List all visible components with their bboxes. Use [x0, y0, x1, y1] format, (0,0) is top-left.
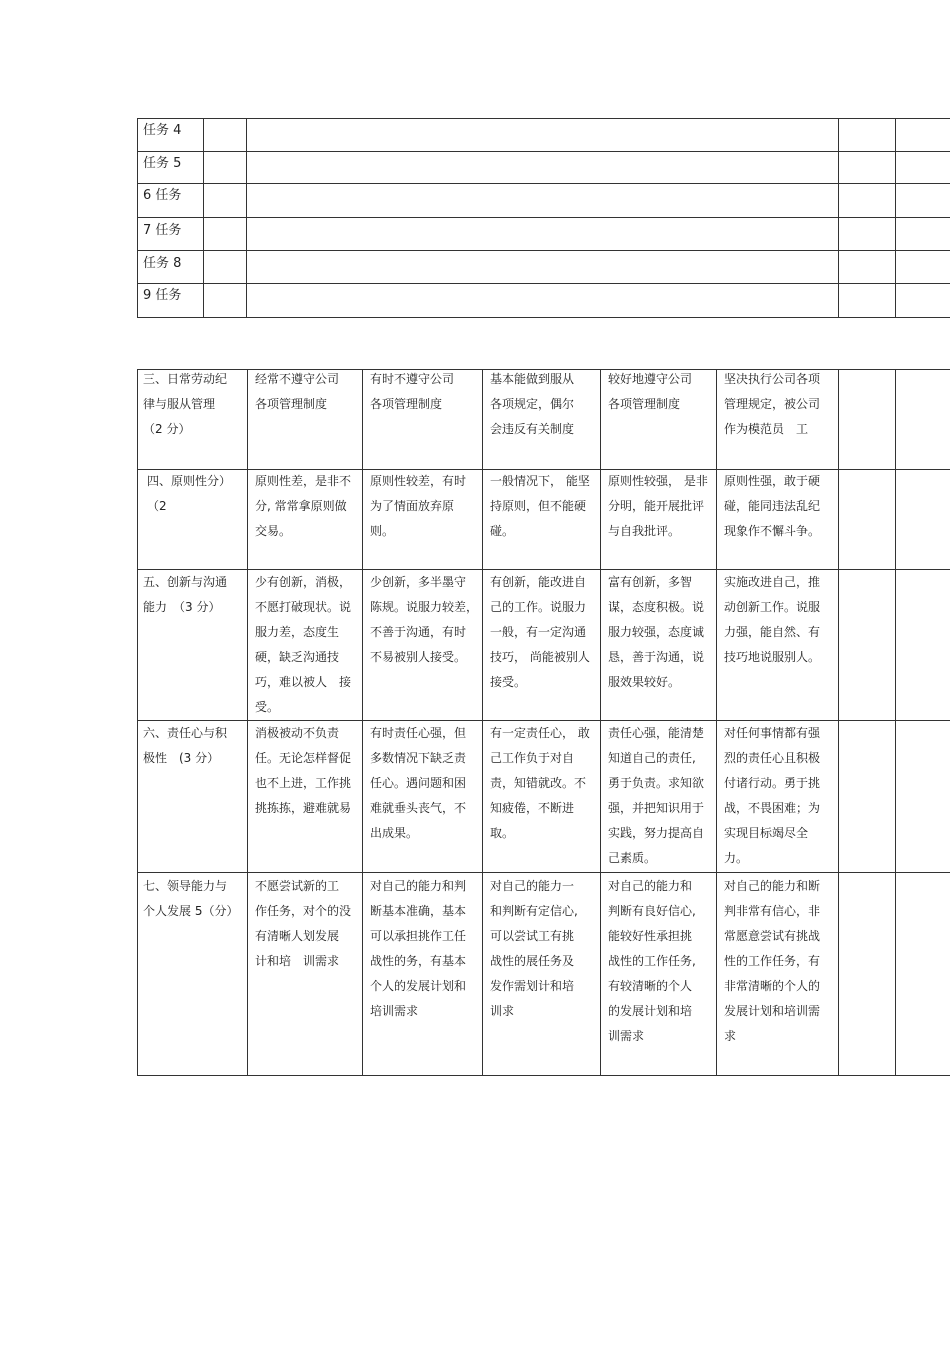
criteria-level-2: 对自己的能力和判 断基本准确，基本 可以承担挑作工任 战性的务，有基本 个人的发展计划和 培训需求	[370, 879, 467, 1018]
criteria-level-4: 原则性较强， 是非 分明，能开展批评 与自我批评。	[608, 474, 708, 538]
criteria-level-2: 有时责任心强，但 多数情况下缺乏责 任心。遇问题和困 难就垂头丧气，不 出成果。	[370, 726, 467, 840]
task-row-label: 9 任务	[143, 288, 182, 303]
criteria-category: 三、日常劳动纪 律与服从管理 （2 分）	[143, 372, 228, 436]
criteria-level-2: 有时不遵守公司 各项管理制度	[370, 372, 455, 411]
criteria-level-3: 基本能做到服从 各项规定，偶尔 会违反有关制度	[490, 372, 575, 436]
criteria-level-3: 有一定责任心， 敢 己工作负于对自 责，知错就改。不 知疲倦，不断进 取。	[490, 726, 590, 840]
task-row-label: 6 任务	[143, 188, 182, 203]
criteria-level-1: 经常不遵守公司 各项管理制度	[255, 372, 340, 411]
criteria-level-5: 实施改进自己，推 动创新工作。说服 力强，能自然、有 技巧地说服别人。	[724, 575, 821, 664]
task-row-label: 任务 4	[143, 123, 182, 138]
criteria-level-1: 原则性差，是非不 分, 常常拿原则做 交易。	[255, 474, 352, 538]
criteria-level-1: 少有创新，消极， 不愿打破现状。说 服力差，态度生 硬，缺乏沟通技 巧，难以被人 接 受。	[255, 575, 352, 714]
criteria-level-5: 对任何事情都有强 烈的责任心且积极 付诸行动。勇于挑 战，不畏困难；为 实现目标竭尽全 力。	[724, 726, 821, 865]
criteria-level-4: 较好地遵守公司 各项管理制度	[608, 372, 693, 411]
criteria-level-5: 坚决执行公司各项 管理规定，被公司 作为模范员 工	[724, 372, 821, 436]
criteria-level-3: 对自己的能力一 和判断有定信心, 可以尝试工有挑 战性的展任务及 发作需划计和培 训求	[490, 879, 578, 1018]
criteria-level-5: 对自己的能力和断 判非常有信心，非 常愿意尝试有挑战 性的工作任务，有 非常清晰的个人的 发展计划和培训需 求	[724, 879, 821, 1043]
criteria-category: 六、责任心与积 极性 (3 分）	[143, 726, 228, 765]
criteria-level-4: 责任心强，能清楚 知道自己的责任, 勇于负责。求知欲 强，并把知识用于 实践，努力提高自 己素质。	[608, 726, 705, 865]
criteria-category: 五、创新与沟通 能力 （3 分）	[143, 575, 228, 614]
criteria-level-3: 有创新，能改进自 己的工作。说服力 一般，有一定沟通 技巧， 尚能被别人 接受。	[490, 575, 590, 689]
criteria-level-3: 一般情况下， 能坚 持原则，但不能硬 碰。	[490, 474, 590, 538]
criteria-level-2: 原则性较差，有时 为了情面放弃原 则。	[370, 474, 467, 538]
criteria-level-4: 对自己的能力和 判断有良好信心, 能较好性承担挑 战性的工作任务, 有较清晰的个人 的发展计划和培 训需求	[608, 879, 696, 1043]
task-row-label: 任务 5	[143, 156, 182, 171]
criteria-level-1: 消极被动不负责 任。无论怎样督促 也不上进，工作挑 挑拣拣，避难就易	[255, 726, 352, 815]
criteria-category: 七、领导能力与 个人发展 5（分）	[143, 879, 239, 918]
task-row-label: 任务 8	[143, 256, 182, 271]
criteria-level-1: 不愿尝试新的工 作任务，对个的没 有清晰人划发展 计和培 训需求	[255, 879, 352, 968]
criteria-level-5: 原则性强，敢于硬 碰，能同违法乱纪 现象作不懈斗争。	[724, 474, 821, 538]
criteria-category: 四、原则性分） （2	[147, 474, 232, 513]
task-row-label: 7 任务	[143, 223, 182, 238]
criteria-level-4: 富有创新，多智 谋，态度积极。说 服力较强，态度诚 恳，善于沟通，说 服效果较好。	[608, 575, 705, 689]
criteria-level-2: 少创新，多半墨守 陈规。说服力较差， 不善于沟通，有时 不易被别人接受。	[370, 575, 479, 664]
